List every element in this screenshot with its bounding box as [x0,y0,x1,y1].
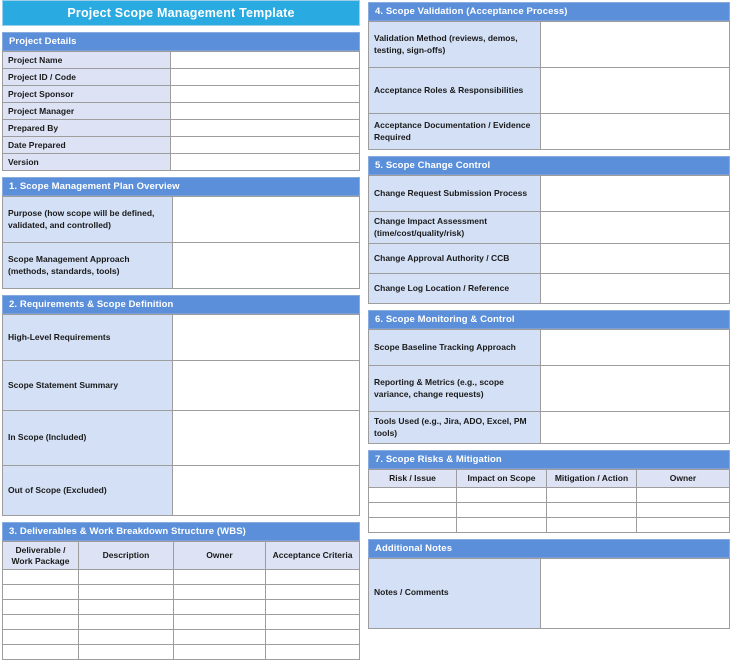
table-row [3,52,360,69]
section-header-scope-validation: 4. Scope Validation (Acceptance Process) [368,2,730,21]
field-label: Acceptance Documentation / Evidence Required [369,114,541,150]
cell-owner[interactable] [174,600,266,615]
column-header-acceptance-criteria: Acceptance Criteria [266,542,360,570]
high-level-requirements-input[interactable] [173,315,360,361]
validation-method-input[interactable] [541,22,730,68]
cell-deliverable[interactable] [3,615,79,630]
change-log-location-input[interactable] [541,274,730,304]
field-label: Project Manager [3,103,171,120]
table-row [369,517,730,532]
table-row [3,466,360,516]
field-label: Scope Management Approach (methods, standards, tools) [3,243,173,289]
field-label: In Scope (Included) [3,411,173,466]
project-details-table [2,51,360,171]
notes-comments-input[interactable] [541,558,730,628]
field-label: Scope Baseline Tracking Approach [369,330,541,366]
cell-risk-issue[interactable] [369,517,457,532]
table-row [3,600,360,615]
acceptance-roles-input[interactable] [541,68,730,114]
table-row [369,114,730,150]
change-impact-assessment-input[interactable] [541,212,730,244]
cell-acceptance-criteria[interactable] [266,600,360,615]
cell-description[interactable] [79,645,174,660]
section4-table [368,21,730,150]
cell-description[interactable] [79,570,174,585]
acceptance-documentation-input[interactable] [541,114,730,150]
field-label: Purpose (how scope will be defined, validated, and controlled) [3,197,173,243]
column-header-impact-on-scope: Impact on Scope [457,470,547,488]
section-header-scope-risks-mitigation: 7. Scope Risks & Mitigation [368,450,730,469]
table-row [369,487,730,502]
cell-owner[interactable] [637,517,730,532]
field-label: Version [3,154,171,171]
table-row [3,411,360,466]
field-label: Date Prepared [3,137,171,154]
project-sponsor-input[interactable] [171,86,360,103]
table-row [3,645,360,660]
column-header-deliverable: Deliverable / Work Package [3,542,79,570]
cell-acceptance-criteria[interactable] [266,645,360,660]
change-request-process-input[interactable] [541,176,730,212]
project-id-input[interactable] [171,69,360,86]
field-label: Reporting & Metrics (e.g., scope variance, change requests) [369,366,541,412]
section-header-requirements-scope-definition: 2. Requirements & Scope Definition [2,295,360,314]
date-prepared-input[interactable] [171,137,360,154]
project-manager-input[interactable] [171,103,360,120]
field-label: Out of Scope (Excluded) [3,466,173,516]
field-label: High-Level Requirements [3,315,173,361]
cell-mitigation-action[interactable] [547,487,637,502]
table-row [3,361,360,411]
field-label: Project ID / Code [3,69,171,86]
reporting-metrics-input[interactable] [541,366,730,412]
cell-impact-on-scope[interactable] [457,487,547,502]
table-row [3,137,360,154]
table-row [3,197,360,243]
cell-owner[interactable] [174,570,266,585]
cell-acceptance-criteria[interactable] [266,585,360,600]
cell-owner[interactable] [637,487,730,502]
field-label: Acceptance Roles & Responsibilities [369,68,541,114]
change-approval-authority-input[interactable] [541,244,730,274]
column-header-owner: Owner [637,470,730,488]
table-row [369,176,730,212]
prepared-by-input[interactable] [171,120,360,137]
section5-table [368,175,730,304]
cell-deliverable[interactable] [3,630,79,645]
table-row [3,103,360,120]
field-label: Project Sponsor [3,86,171,103]
table-row [369,274,730,304]
table-row [369,244,730,274]
cell-risk-issue[interactable] [369,487,457,502]
section-header-additional-notes: Additional Notes [368,539,730,558]
table-row [369,212,730,244]
cell-deliverable[interactable] [3,645,79,660]
section-header-deliverables-wbs: 3. Deliverables & Work Breakdown Structure (WBS) [2,522,360,541]
in-scope-input[interactable] [173,411,360,466]
table-row [369,330,730,366]
field-label: Scope Statement Summary [3,361,173,411]
project-name-input[interactable] [171,52,360,69]
field-label: Change Request Submission Process [369,176,541,212]
scope-management-approach-input[interactable] [173,243,360,289]
field-label: Change Log Location / Reference [369,274,541,304]
table-row [3,120,360,137]
table-row [369,366,730,412]
cell-impact-on-scope[interactable] [457,502,547,517]
page-title: Project Scope Management Template [2,0,360,26]
column-header-description: Description [79,542,174,570]
notes-table [368,558,730,629]
section1-table [2,196,360,289]
tools-used-input[interactable] [541,412,730,444]
table-row [3,315,360,361]
purpose-input[interactable] [173,197,360,243]
table-row [3,86,360,103]
section3-table [2,541,360,660]
section7-table [368,469,730,533]
table-row [3,630,360,645]
cell-description[interactable] [79,585,174,600]
table-row [3,585,360,600]
cell-deliverable[interactable] [3,585,79,600]
out-of-scope-input[interactable] [173,466,360,516]
table-row [369,502,730,517]
cell-risk-issue[interactable] [369,502,457,517]
field-label: Notes / Comments [369,558,541,628]
table-header-row [369,470,730,488]
table-row [369,558,730,628]
column-header-owner: Owner [174,542,266,570]
table-row [369,68,730,114]
table-row [3,243,360,289]
section-header-scope-monitoring-control: 6. Scope Monitoring & Control [368,310,730,329]
section-header-scope-change-control: 5. Scope Change Control [368,156,730,175]
table-row [369,412,730,444]
section-header-scope-management-plan: 1. Scope Management Plan Overview [2,177,360,196]
section-header-project-details: Project Details [2,32,360,51]
field-label: Project Name [3,52,171,69]
cell-owner[interactable] [174,585,266,600]
section2-table [2,314,360,516]
cell-impact-on-scope[interactable] [457,517,547,532]
left-column [0,0,360,635]
cell-owner[interactable] [174,615,266,630]
column-header-risk-issue: Risk / Issue [369,470,457,488]
table-row [369,22,730,68]
scope-statement-summary-input[interactable] [173,361,360,411]
field-label: Tools Used (e.g., Jira, ADO, Excel, PM tools) [369,412,541,444]
scope-baseline-tracking-input[interactable] [541,330,730,366]
cell-description[interactable] [79,600,174,615]
field-label: Validation Method (reviews, demos, testing, sign-offs) [369,22,541,68]
cell-deliverable[interactable] [3,600,79,615]
field-label: Change Approval Authority / CCB [369,244,541,274]
cell-acceptance-criteria[interactable] [266,615,360,630]
cell-description[interactable] [79,630,174,645]
section6-table [368,329,730,444]
cell-mitigation-action[interactable] [547,517,637,532]
table-header-row [3,542,360,570]
table-row [3,154,360,171]
cell-owner[interactable] [174,645,266,660]
cell-description[interactable] [79,615,174,630]
version-input[interactable] [171,154,360,171]
cell-owner[interactable] [174,630,266,645]
cell-mitigation-action[interactable] [547,502,637,517]
right-column [368,0,730,635]
table-row [3,615,360,630]
cell-acceptance-criteria[interactable] [266,630,360,645]
field-label: Prepared By [3,120,171,137]
cell-owner[interactable] [637,502,730,517]
cell-deliverable[interactable] [3,570,79,585]
table-row [3,69,360,86]
table-row [3,570,360,585]
column-header-mitigation-action: Mitigation / Action [547,470,637,488]
field-label: Change Impact Assessment (time/cost/quality/risk) [369,212,541,244]
cell-acceptance-criteria[interactable] [266,570,360,585]
